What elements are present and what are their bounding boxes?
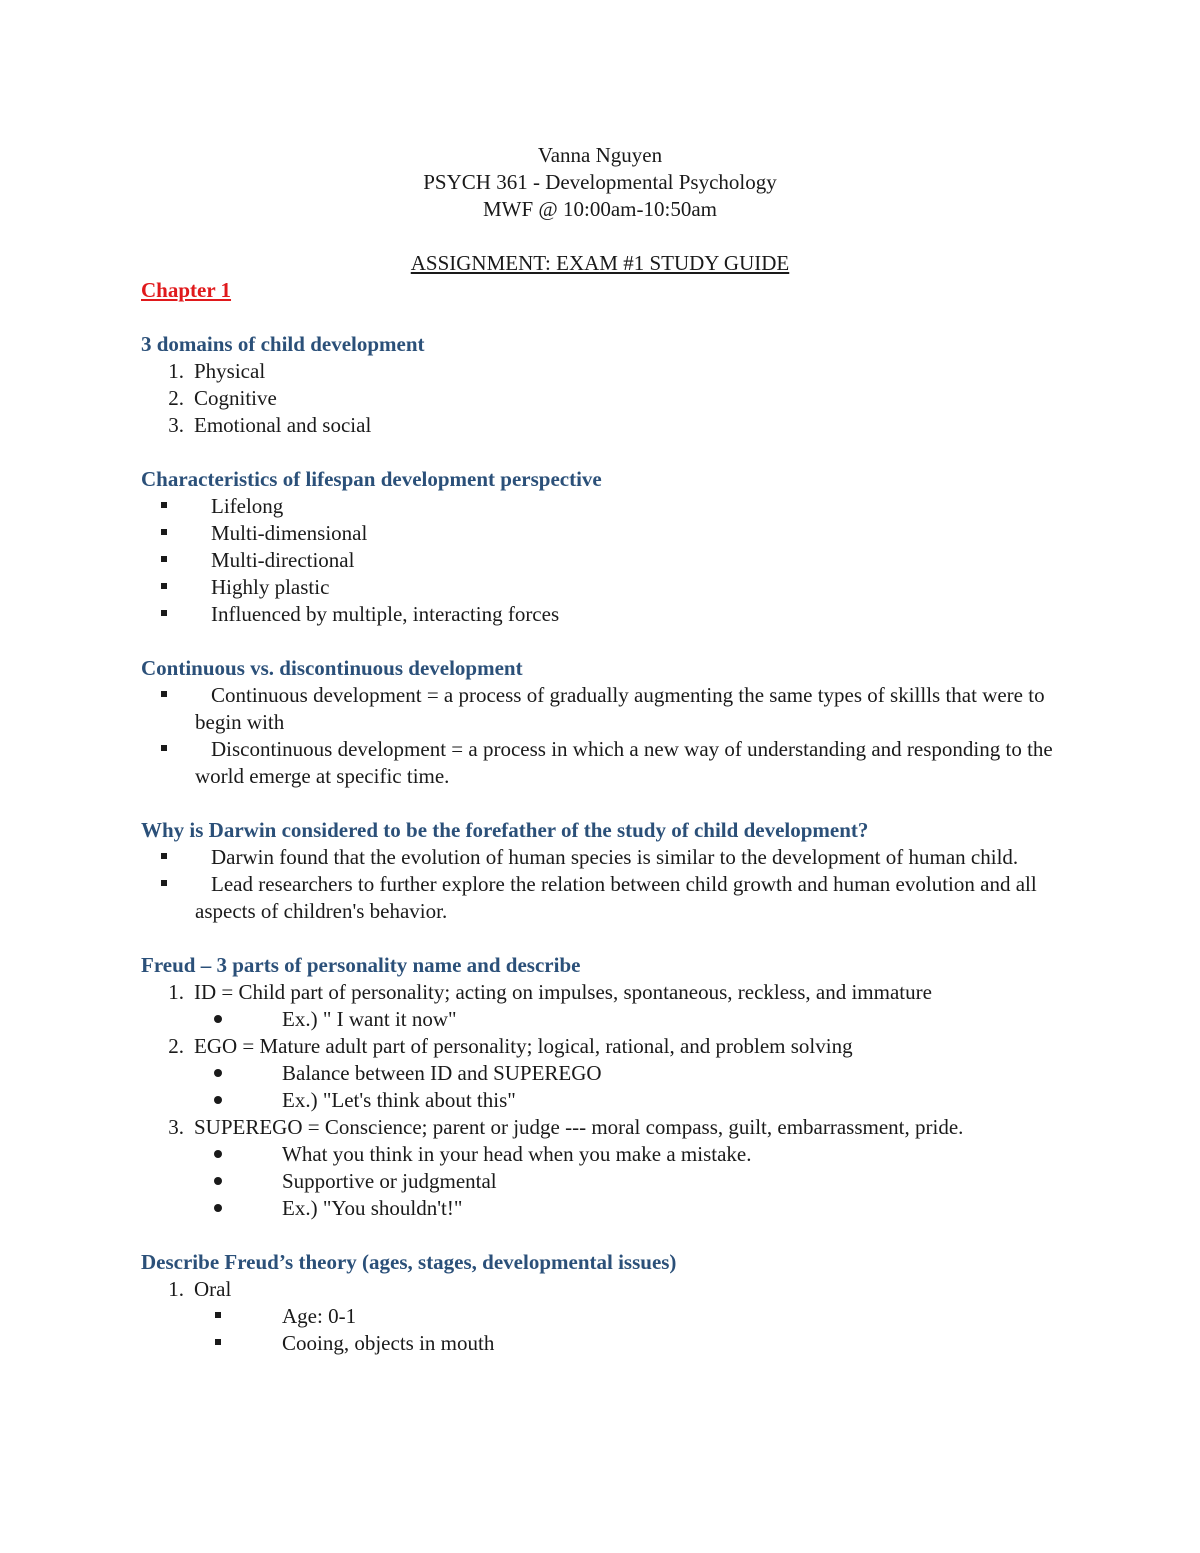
darwin-list	[141, 844, 1061, 925]
list-item: 3. Emotional and social	[168, 413, 372, 437]
document-page	[141, 142, 1061, 1357]
chapter-heading: Chapter 1	[141, 278, 232, 302]
sub-list-item: Supportive or judgmental	[141, 1168, 1061, 1195]
square-bullet-icon	[161, 853, 167, 859]
sub-list-item: What you think in your head when you make a mistake.	[141, 1141, 1061, 1168]
round-bullet-icon	[214, 1096, 222, 1104]
sub-list-item: Cooing, objects in mouth	[141, 1330, 1061, 1357]
list-item: Lifelong	[141, 493, 1061, 520]
section-heading-lifespan: Characteristics of lifespan development perspective	[141, 467, 602, 491]
round-bullet-icon	[214, 1177, 222, 1185]
list-item: 1. Oral	[168, 1277, 232, 1301]
square-bullet-icon	[161, 556, 167, 562]
list-item: Discontinuous development = a process in which a new way of understanding and responding to the world emerge at specific time.	[141, 736, 1061, 790]
freud-theory-list	[141, 1276, 1061, 1357]
domains-list	[141, 358, 1061, 439]
course-title: PSYCH 361 - Developmental Psychology	[423, 170, 777, 194]
square-bullet-icon	[161, 610, 167, 616]
list-item: Influenced by multiple, interacting forces	[141, 601, 1061, 628]
round-bullet-icon	[214, 1069, 222, 1077]
section-heading-freud-parts: Freud – 3 parts of personality name and describe	[141, 953, 581, 977]
sub-list-item: Age: 0-1	[141, 1303, 1061, 1330]
list-item: 1. Physical	[168, 359, 266, 383]
section-heading-continuous: Continuous vs. discontinuous development	[141, 656, 523, 680]
list-item: Multi-dimensional	[141, 520, 1061, 547]
assignment-title: ASSIGNMENT: EXAM #1 STUDY GUIDE	[410, 251, 790, 275]
section-heading-domains: 3 domains of child development	[141, 332, 425, 356]
class-schedule: MWF @ 10:00am-10:50am	[483, 197, 717, 221]
square-bullet-icon	[161, 691, 167, 697]
list-item: 3. SUPEREGO = Conscience; parent or judge --- moral compass, guilt, embarrassment, pride.	[168, 1115, 964, 1139]
continuous-list	[141, 682, 1061, 790]
student-name: Vanna Nguyen	[537, 143, 663, 167]
list-item: 1. ID = Child part of personality; acting on impulses, spontaneous, reckless, and immature	[168, 980, 932, 1004]
freud-parts-list	[141, 979, 1061, 1222]
list-item: Multi-directional	[141, 547, 1061, 574]
list-item: Continuous development = a process of gradually augmenting the same types of skillls that were to begin with	[141, 682, 1061, 736]
list-item: 2. EGO = Mature adult part of personality; logical, rational, and problem solving	[168, 1034, 853, 1058]
list-item: 2. Cognitive	[168, 386, 277, 410]
sub-list-item: Ex.) "Let's think about this"	[141, 1087, 1061, 1114]
lifespan-list	[141, 493, 1061, 628]
square-bullet-icon	[161, 745, 167, 751]
square-bullet-icon	[161, 880, 167, 886]
list-item: Darwin found that the evolution of human species is similar to the development of human child.	[141, 844, 1061, 871]
square-bullet-icon	[215, 1312, 221, 1318]
round-bullet-icon	[214, 1015, 222, 1023]
section-heading-freud-theory: Describe Freud’s theory (ages, stages, developmental issues)	[141, 1250, 677, 1274]
list-item: Lead researchers to further explore the relation between child growth and human evolution and all aspects of children's behavior.	[141, 871, 1061, 925]
round-bullet-icon	[214, 1204, 222, 1212]
list-item: Highly plastic	[141, 574, 1061, 601]
square-bullet-icon	[161, 502, 167, 508]
square-bullet-icon	[215, 1339, 221, 1345]
round-bullet-icon	[214, 1150, 222, 1158]
sub-list-item: Balance between ID and SUPEREGO	[141, 1060, 1061, 1087]
square-bullet-icon	[161, 583, 167, 589]
section-heading-darwin: Why is Darwin considered to be the forefather of the study of child development?	[141, 818, 869, 842]
sub-list-item: Ex.) "You shouldn't!"	[141, 1195, 1061, 1222]
sub-list-item: Ex.) " I want it now"	[141, 1006, 1061, 1033]
square-bullet-icon	[161, 529, 167, 535]
